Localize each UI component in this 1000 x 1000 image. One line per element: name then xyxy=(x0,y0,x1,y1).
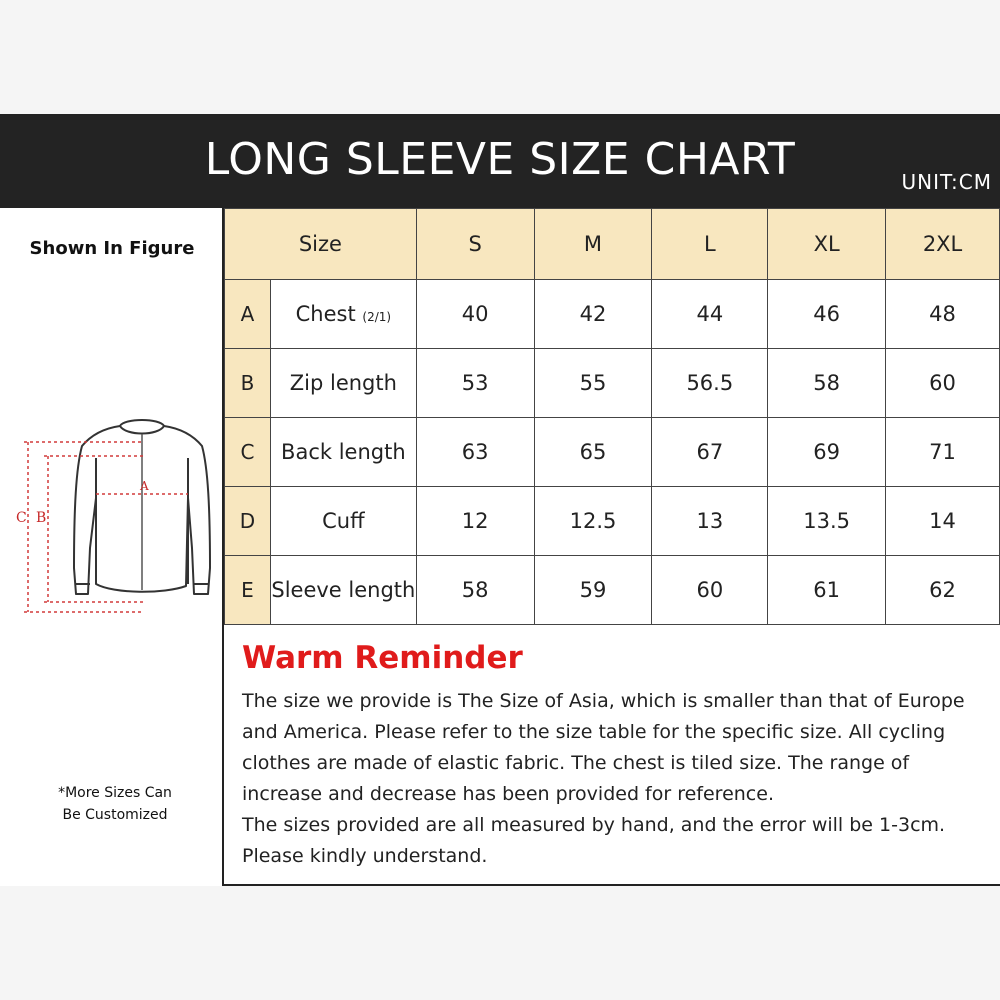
table-header-row xyxy=(225,209,1000,280)
diagram-letter-a: A xyxy=(140,479,149,493)
table-row xyxy=(225,556,1000,625)
value-cell: 56.5 xyxy=(652,349,768,418)
measure-name: Chest xyxy=(295,302,356,326)
value-cell: 44 xyxy=(652,280,768,349)
measure-name: Back length xyxy=(270,418,416,487)
figure-panel xyxy=(0,208,224,886)
chart-header xyxy=(0,116,1000,208)
row-letter: C xyxy=(225,418,271,487)
value-cell: 59 xyxy=(534,556,652,625)
customization-note xyxy=(20,782,210,826)
size-header-cell: Size xyxy=(225,209,417,280)
row-letter: A xyxy=(225,280,271,349)
jersey-diagram xyxy=(4,398,220,638)
reminder-title: Warm Reminder xyxy=(242,640,523,676)
note-line-2: Be Customized xyxy=(62,807,168,823)
table-row xyxy=(225,418,1000,487)
table-row xyxy=(225,280,1000,349)
value-cell: 12.5 xyxy=(534,487,652,556)
measure-name: Sleeve length xyxy=(270,556,416,625)
value-cell: 12 xyxy=(416,487,534,556)
measure-name: Zip length xyxy=(270,349,416,418)
value-cell: 58 xyxy=(416,556,534,625)
value-cell: 14 xyxy=(886,487,1000,556)
diagram-letter-b: B xyxy=(36,510,47,526)
value-cell: 60 xyxy=(886,349,1000,418)
note-line-1: *More Sizes Can xyxy=(58,785,172,801)
row-letter: E xyxy=(225,556,271,625)
measure-name: Cuff xyxy=(270,487,416,556)
reminder-body xyxy=(242,686,990,872)
chart-title: LONG SLEEVE SIZE CHART xyxy=(204,134,796,185)
size-header-l: L xyxy=(652,209,768,280)
table-row xyxy=(225,487,1000,556)
size-header-m: M xyxy=(534,209,652,280)
size-header-xl: XL xyxy=(768,209,886,280)
reminder-paragraph-1: The size we provide is The Size of Asia, which is smaller than that of Europe and America. Please refer to the size table for the specific size. All cycling clothes are made of elastic fabric. The chest is tiled size. The range of increase and decrease has been provided for reference. xyxy=(242,690,965,805)
diagram-letter-c: C xyxy=(16,510,27,526)
measure-label xyxy=(270,280,416,349)
value-cell: 40 xyxy=(416,280,534,349)
value-cell: 71 xyxy=(886,418,1000,487)
value-cell: 13 xyxy=(652,487,768,556)
value-cell: 65 xyxy=(534,418,652,487)
size-chart-frame xyxy=(0,114,1000,886)
table-row xyxy=(225,349,1000,418)
value-cell: 55 xyxy=(534,349,652,418)
value-cell: 13.5 xyxy=(768,487,886,556)
row-letter: D xyxy=(225,487,271,556)
value-cell: 61 xyxy=(768,556,886,625)
value-cell: 60 xyxy=(652,556,768,625)
row-letter: B xyxy=(225,349,271,418)
size-header-2xl: 2XL xyxy=(886,209,1000,280)
reminder-paragraph-2: The sizes provided are all measured by hand, and the error will be 1-3cm. Please kindly understand. xyxy=(242,814,946,867)
value-cell: 42 xyxy=(534,280,652,349)
value-cell: 58 xyxy=(768,349,886,418)
value-cell: 63 xyxy=(416,418,534,487)
size-table xyxy=(224,208,1000,625)
value-cell: 67 xyxy=(652,418,768,487)
value-cell: 46 xyxy=(768,280,886,349)
shown-in-figure-label: Shown In Figure xyxy=(29,238,195,259)
value-cell: 62 xyxy=(886,556,1000,625)
measure-note: (2/1) xyxy=(362,310,392,324)
value-cell: 69 xyxy=(768,418,886,487)
size-header-s: S xyxy=(416,209,534,280)
warm-reminder-section xyxy=(226,630,996,886)
unit-label: UNIT:CM xyxy=(901,170,992,194)
value-cell: 53 xyxy=(416,349,534,418)
value-cell: 48 xyxy=(886,280,1000,349)
